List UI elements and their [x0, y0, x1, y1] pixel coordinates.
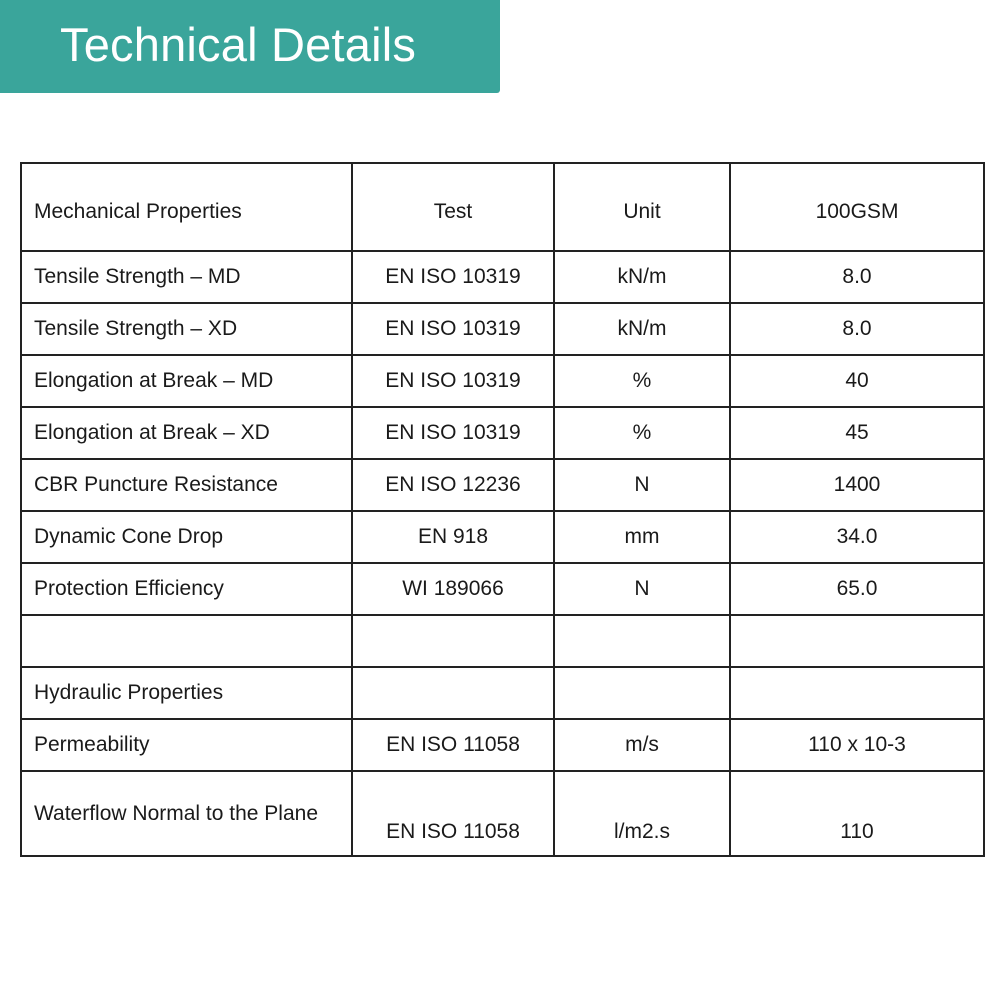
- cell-unit: N: [554, 563, 730, 615]
- cell-test: WI 189066: [352, 563, 554, 615]
- table-row: [21, 563, 984, 615]
- cell-unit: %: [554, 355, 730, 407]
- page-title: Technical Details: [60, 18, 417, 71]
- cell-test: [352, 615, 554, 667]
- cell-test: EN ISO 11058: [352, 771, 554, 856]
- table-row: [21, 719, 984, 771]
- cell-unit: [554, 667, 730, 719]
- cell-unit: N: [554, 459, 730, 511]
- header-banner: [0, 0, 500, 93]
- cell-unit: kN/m: [554, 303, 730, 355]
- table-row: [21, 459, 984, 511]
- cell-test: EN 918: [352, 511, 554, 563]
- cell-property: Tensile Strength – MD: [21, 251, 352, 303]
- table-row: [21, 407, 984, 459]
- cell-test: EN ISO 10319: [352, 251, 554, 303]
- cell-test: EN ISO 11058: [352, 719, 554, 771]
- table-row: [21, 511, 984, 563]
- cell-value: [730, 667, 984, 719]
- cell-property: Elongation at Break – XD: [21, 407, 352, 459]
- cell-property: Protection Efficiency: [21, 563, 352, 615]
- cell-test: EN ISO 10319: [352, 303, 554, 355]
- cell-property: Elongation at Break – MD: [21, 355, 352, 407]
- cell-property: CBR Puncture Resistance: [21, 459, 352, 511]
- cell-value: 110 x 10-3: [730, 719, 984, 771]
- cell-value: 45: [730, 407, 984, 459]
- header-cell-value: 100GSM: [730, 163, 984, 251]
- cell-value: [730, 615, 984, 667]
- cell-unit: l/m2.s: [554, 771, 730, 856]
- cell-test: EN ISO 10319: [352, 407, 554, 459]
- cell-unit: [554, 615, 730, 667]
- cell-property: Dynamic Cone Drop: [21, 511, 352, 563]
- cell-property: [21, 615, 352, 667]
- cell-unit: %: [554, 407, 730, 459]
- table-row: [21, 303, 984, 355]
- cell-value: 1400: [730, 459, 984, 511]
- cell-test: [352, 667, 554, 719]
- header-cell-test: Test: [352, 163, 554, 251]
- table-row: [21, 615, 984, 667]
- table-row: [21, 667, 984, 719]
- cell-unit: m/s: [554, 719, 730, 771]
- table-row: [21, 771, 984, 856]
- cell-property: Permeability: [21, 719, 352, 771]
- cell-property: Hydraulic Properties: [21, 667, 352, 719]
- cell-unit: mm: [554, 511, 730, 563]
- cell-value: 65.0: [730, 563, 984, 615]
- cell-property: Waterflow Normal to the Plane: [21, 771, 352, 856]
- table-header-row: [21, 163, 984, 251]
- header-cell-property: Mechanical Properties: [21, 163, 352, 251]
- cell-value: 8.0: [730, 251, 984, 303]
- technical-details-table: [20, 162, 985, 857]
- cell-unit: kN/m: [554, 251, 730, 303]
- cell-property: Tensile Strength – XD: [21, 303, 352, 355]
- cell-value: 110: [730, 771, 984, 856]
- cell-value: 34.0: [730, 511, 984, 563]
- table-row: [21, 251, 984, 303]
- cell-value: 40: [730, 355, 984, 407]
- cell-test: EN ISO 12236: [352, 459, 554, 511]
- table-row: [21, 355, 984, 407]
- cell-value: 8.0: [730, 303, 984, 355]
- header-cell-unit: Unit: [554, 163, 730, 251]
- cell-test: EN ISO 10319: [352, 355, 554, 407]
